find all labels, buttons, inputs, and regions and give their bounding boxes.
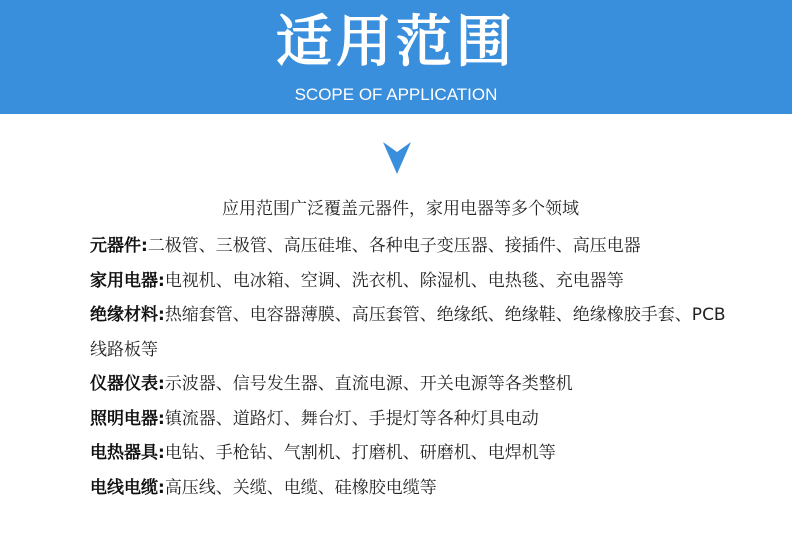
category-text: 电视机、电冰箱、空调、洗衣机、除湿机、电热毯、充电器等: [164, 270, 624, 291]
category-row-instruments: [90, 367, 730, 402]
category-label: 家用电器:: [90, 270, 165, 291]
category-label: 电线电缆:: [90, 477, 165, 498]
category-row-components: [90, 229, 730, 264]
category-label: 电热器具:: [90, 443, 165, 463]
category-label: 照明电器:: [90, 408, 165, 429]
header-banner: [0, 0, 792, 114]
category-label: 元器件:: [90, 236, 148, 256]
category-list: [90, 229, 730, 505]
category-text: 二极管、三极管、高压硅堆、各种电子变压器、接插件、高压电器: [147, 236, 641, 256]
category-row-insulation: [90, 298, 730, 367]
category-row-heating-tools: [90, 436, 730, 471]
category-label: 仪器仪表:: [90, 374, 165, 394]
category-label: 绝缘材料:: [90, 305, 165, 325]
category-row-appliances: [90, 264, 730, 299]
category-row-lighting: [90, 402, 730, 437]
category-text: 电钻、手枪钻、气割机、打磨机、研磨机、电焊机等: [164, 443, 556, 463]
category-text: 示波器、信号发生器、直流电源、开关电源等各类整机: [164, 374, 573, 394]
intro-text: 应用范围广泛覆盖元器件，家用电器等多个领域: [222, 199, 579, 219]
category-text: 高压线、关缆、电缆、硅橡胶电缆等: [164, 477, 437, 498]
category-text: 热缩套管、电容器薄膜、高压套管、绝缘纸、绝缘鞋、绝缘橡胶手套、PCB线路板等: [90, 305, 726, 360]
banner-subtitle: SCOPE OF APPLICATION: [294, 85, 498, 104]
down-arrow-icon: [383, 142, 411, 174]
banner-title: 适用范围: [276, 10, 516, 75]
category-row-cables: [90, 471, 730, 506]
category-text: 镇流器、道路灯、舞台灯、手提灯等各种灯具电动: [164, 408, 539, 429]
